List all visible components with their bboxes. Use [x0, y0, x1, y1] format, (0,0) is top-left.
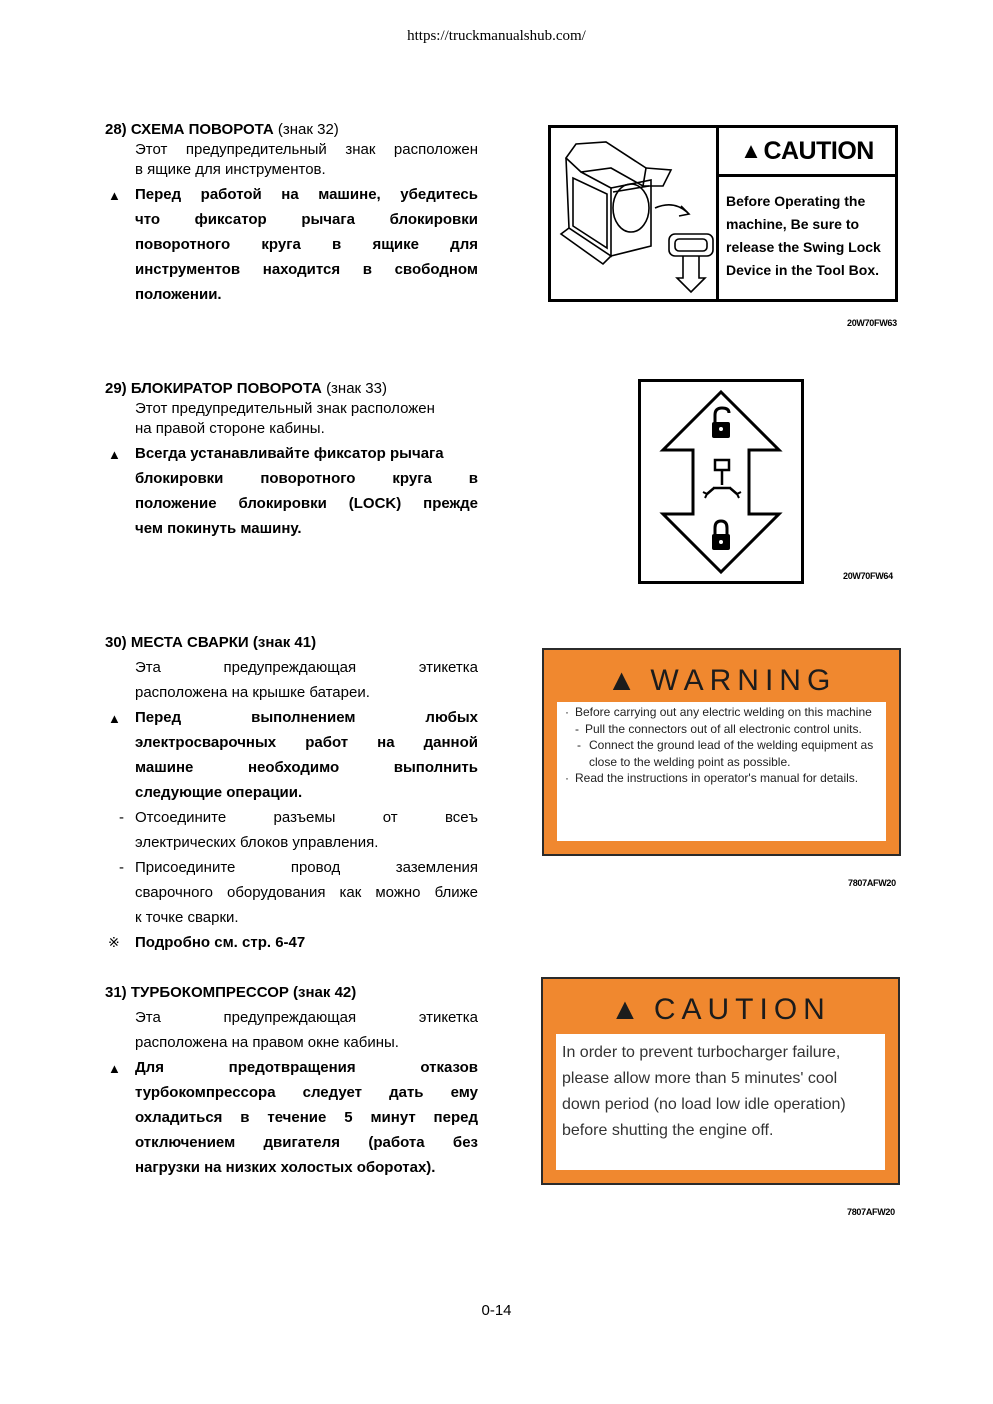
- caution-label-turbo: [541, 977, 900, 1185]
- section-desc-line: Эта предупреждающая этикетка: [135, 1009, 478, 1026]
- section-desc-line: на правой стороне кабины.: [135, 420, 325, 437]
- figure-code: 20W70FW63: [847, 318, 897, 328]
- swing-lock-arrow-icon: [641, 382, 801, 581]
- step-item: - Присоедините провод заземления сварочного оборудования как можно ближе к точке сварки.: [119, 859, 478, 926]
- section-title: 31) ТУРБОКОМПРЕССОР (знак 42): [105, 984, 357, 1001]
- section-desc-line: Этот предупредительный знак расположен: [135, 400, 435, 417]
- warning-triangle-icon: ▲: [606, 664, 637, 697]
- section-title: 29) БЛОКИРАТОР ПОВОРОТА (знак 33): [105, 380, 387, 397]
- warning-label-welding: [542, 648, 901, 856]
- swing-lock-sign: [638, 379, 804, 584]
- warning-text: ▲ Перед работой на машине, убедитесь что фиксатор рычага блокировки поворотного круга в ящике для инструментов находится в свободном положении.: [105, 182, 478, 307]
- section-desc-line: Эта предупреждающая этикетка: [135, 659, 478, 676]
- section-title: 28) СХЕМА ПОВОРОТА (знак 32): [105, 121, 339, 138]
- section-desc-line: расположена на правом окне кабины.: [135, 1034, 399, 1051]
- source-url: https://truckmanualshub.com/: [407, 28, 586, 44]
- warning-text-panel: · Before carrying out any electric welding on this machine - Pull the connectors out of all electronic control units. - Connect the ground lead of the welding equipment as close to the welding point as possible. · Read the instructions in operator's manual for details.: [557, 702, 886, 841]
- warning-triangle-icon: ▲: [108, 447, 121, 462]
- warning-triangle-icon: ▲: [108, 188, 121, 203]
- warning-triangle-icon: ▲: [108, 1061, 121, 1076]
- warning-heading: ▲ WARNING: [606, 664, 837, 697]
- warning-triangle-icon: ▲: [610, 993, 640, 1026]
- note-mark-icon: ※: [108, 934, 120, 950]
- caution-heading: ▲ CAUTION: [610, 993, 831, 1026]
- tool-box-drawing: [551, 128, 719, 299]
- figure-code: 20W70FW64: [843, 571, 893, 581]
- section-desc-line: в ящике для инструментов.: [135, 161, 326, 178]
- step-item: - Отсоедините разъемы от всеъ электрических блоков управления.: [119, 809, 478, 851]
- figure-code: 7807AFW20: [847, 1207, 895, 1217]
- warning-triangle-icon: ▲: [740, 138, 762, 163]
- page-number: 0-14: [481, 1302, 512, 1319]
- warning-text: ▲ Для предотвращения отказов турбокомпрессора следует дать ему охладиться в течение 5 минут перед отключением двигателя (работа без нагрузки на низких холостых оборотах).: [105, 1055, 478, 1180]
- caution-text-panel: In order to prevent turbocharger failure, please allow more than 5 minutes' cool down period (no load low idle operation) before shutting the engine off.: [556, 1034, 885, 1170]
- section-welding: [105, 630, 478, 955]
- reference-note: ※ Подробно см. стр. 6-47: [105, 930, 478, 955]
- section-turbocharger: [105, 980, 478, 1180]
- section-desc-line: Этот предупредительный знак расположен: [135, 141, 478, 158]
- warning-text: ▲ Всегда устанавливайте фиксатор рычага блокировки поворотного круга в положение блокировки (LOCK) прежде чем покинуть машину.: [105, 441, 478, 541]
- figure-code: 7807AFW20: [848, 878, 896, 888]
- warning-triangle-icon: ▲: [108, 711, 121, 726]
- section-desc-line: расположена на крышке батареи.: [135, 684, 370, 701]
- caution-label-tool-box: [548, 125, 898, 302]
- section-swing-lock: [105, 379, 478, 541]
- section-swing-schema: [105, 120, 478, 307]
- caution-heading: ▲ CAUTION: [719, 128, 895, 177]
- warning-text: ▲ Перед выполнением любых электросварочных работ на данной машине необходимо выполнить следующие операции.: [105, 705, 478, 805]
- caution-text: Before Operating the machine, Be sure to release the Swing Lock Device in the Tool Box.: [726, 193, 881, 278]
- section-title: 30) МЕСТА СВАРКИ (знак 41): [105, 634, 317, 651]
